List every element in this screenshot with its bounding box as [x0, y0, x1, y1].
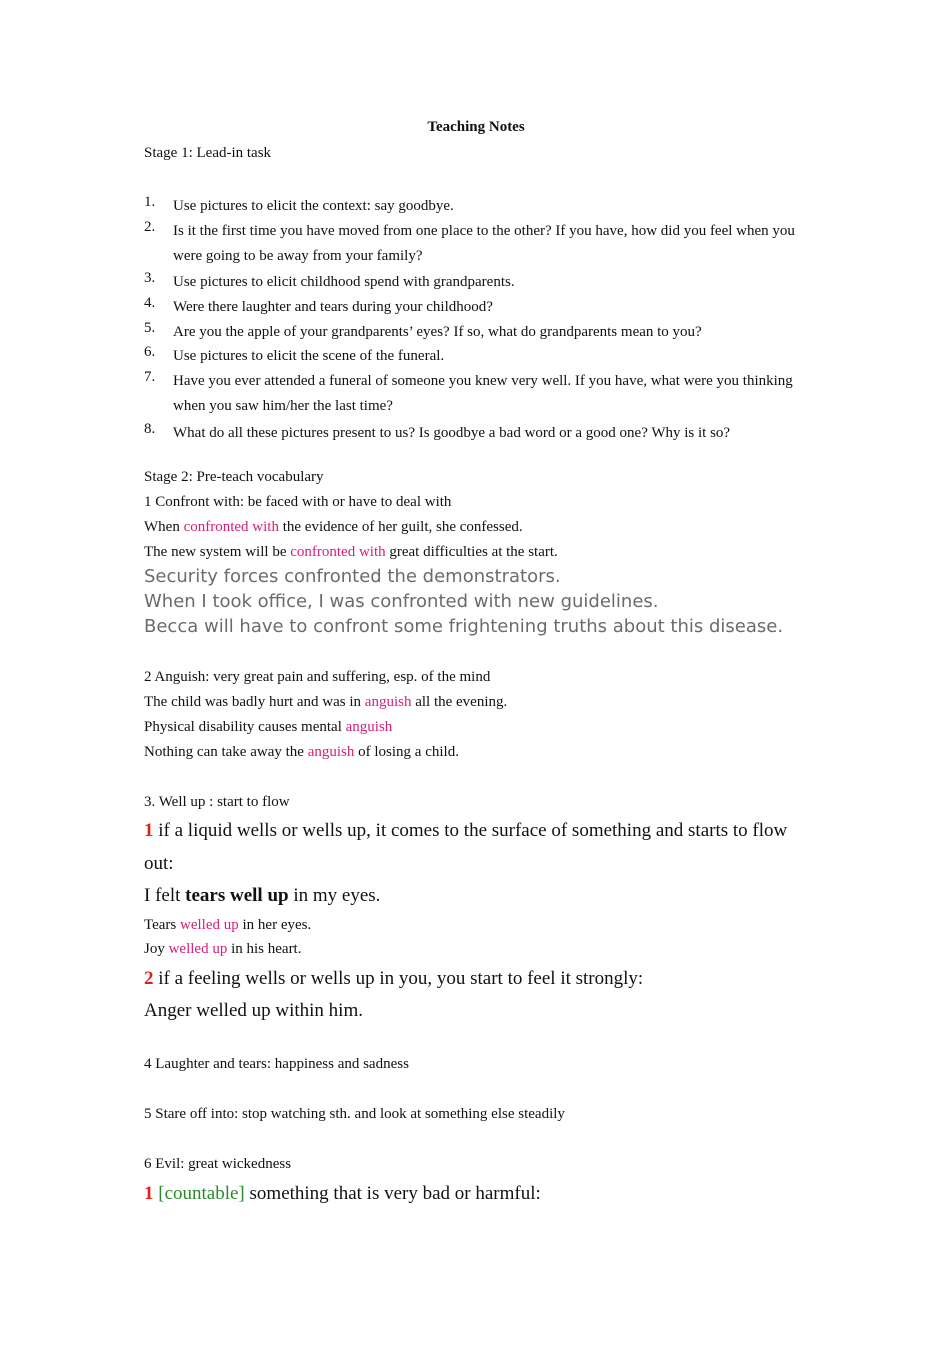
list-item-text: What do all these pictures present to us? Is goodbye a bad word or a good one? Why is it so?: [173, 425, 731, 441]
list-item-number: 1.: [144, 194, 156, 210]
list-item-number: 5.: [144, 320, 156, 336]
stage2-heading: Stage 2: Pre-teach vocabulary: [144, 469, 324, 485]
highlighted-term: confronted with: [183, 519, 279, 535]
highlighted-term: welled up: [168, 941, 228, 957]
example-text: of losing a child.: [354, 744, 459, 760]
list-item-number: 8.: [144, 421, 156, 437]
example-sentence: [144, 917, 311, 934]
example-text: in her eyes.: [238, 917, 312, 933]
dictionary-sense-continued: out:: [144, 853, 174, 874]
example-text: The new system will be: [144, 544, 291, 560]
stage1-heading: Stage 1: Lead-in task: [144, 145, 272, 161]
example-sentence: [144, 885, 380, 907]
example-sentence: Anger welled up within him.: [144, 1000, 363, 1021]
highlighted-term: confronted with: [290, 544, 386, 560]
sense-text: something that is very bad or harmful:: [244, 1183, 541, 1204]
sense-text: if a liquid wells or wells up, it comes to the surface of something and starts to flow: [153, 820, 788, 841]
sense-number: 2: [144, 968, 154, 989]
vocab-definition: 5 Stare off into: stop watching sth. and look at something else steadily: [144, 1106, 565, 1122]
list-item-text: Is it the first time you have moved from one place to the other? If you have, how did you feel when you were going to be away from your family?: [173, 223, 795, 264]
vocab-definition: 4 Laughter and tears: happiness and sadness: [144, 1056, 409, 1072]
example-sentence: Becca will have to confront some frightening truths about this disease.: [144, 616, 784, 637]
example-text: all the evening.: [411, 694, 508, 710]
dictionary-sense: [144, 968, 643, 990]
list-item-text: Were there laughter and tears during your childhood?: [173, 299, 493, 315]
vocab-definition: 1 Confront with: be faced with or have to deal with: [144, 494, 452, 510]
dictionary-sense: [144, 1183, 541, 1205]
list-item-number: 6.: [144, 344, 156, 360]
dictionary-sense: [144, 820, 787, 842]
example-sentence: [144, 941, 301, 958]
vocab-definition: 2 Anguish: very great pain and suffering, esp. of the mind: [144, 669, 491, 685]
sense-number: 1: [144, 820, 154, 841]
list-item-text: Are you the apple of your grandparents’ eyes? If so, what do grandparents mean to you?: [173, 324, 702, 340]
highlighted-term: anguish: [345, 719, 393, 735]
example-text: great difficulties at the start.: [385, 544, 558, 560]
example-text: Joy: [144, 941, 169, 957]
list-item-number: 4.: [144, 295, 156, 311]
example-sentence: When I took office, I was confronted with new guidelines.: [144, 591, 659, 612]
list-item-text: Use pictures to elicit the context: say goodbye.: [173, 198, 454, 214]
list-item-text: Have you ever attended a funeral of someone you knew very well. If you have, what were you thinking when you saw him/her the last time?: [173, 373, 793, 414]
example-text: in my eyes.: [288, 885, 381, 906]
example-text: in his heart.: [227, 941, 302, 957]
example-text: The child was badly hurt and was in: [144, 694, 365, 710]
example-sentence: [144, 694, 507, 711]
example-sentence: [144, 544, 558, 561]
highlighted-term: anguish: [364, 694, 412, 710]
vocab-definition: 6 Evil: great wickedness: [144, 1156, 292, 1172]
document-title: Teaching Notes: [427, 119, 525, 135]
example-text: Tears: [144, 917, 181, 933]
bold-term: tears well up: [185, 885, 289, 906]
list-item-text: Use pictures to elicit childhood spend with grandparents.: [173, 274, 515, 290]
example-text: the evidence of her guilt, she confessed.: [278, 519, 523, 535]
vocab-definition: 3. Well up : start to flow: [144, 794, 290, 810]
example-sentence: [144, 744, 459, 761]
sense-text: if a feeling wells or wells up in you, you start to feel it strongly:: [153, 968, 644, 989]
sense-number: 1: [144, 1183, 154, 1204]
list-item-text: Use pictures to elicit the scene of the funeral.: [173, 348, 445, 364]
example-text: When: [144, 519, 184, 535]
highlighted-term: welled up: [180, 917, 239, 933]
list-item-number: 3.: [144, 270, 156, 286]
example-sentence: [144, 719, 392, 736]
example-sentence: Security forces confronted the demonstrators.: [144, 566, 561, 587]
list-item-number: 2.: [144, 219, 156, 235]
highlighted-term: anguish: [307, 744, 355, 760]
list-item-number: 7.: [144, 369, 156, 385]
grammar-tag: [countable]: [158, 1183, 245, 1204]
example-text: Nothing can take away the: [144, 744, 308, 760]
example-text: I felt: [144, 885, 186, 906]
example-text: Physical disability causes mental: [144, 719, 346, 735]
example-sentence: [144, 519, 523, 536]
